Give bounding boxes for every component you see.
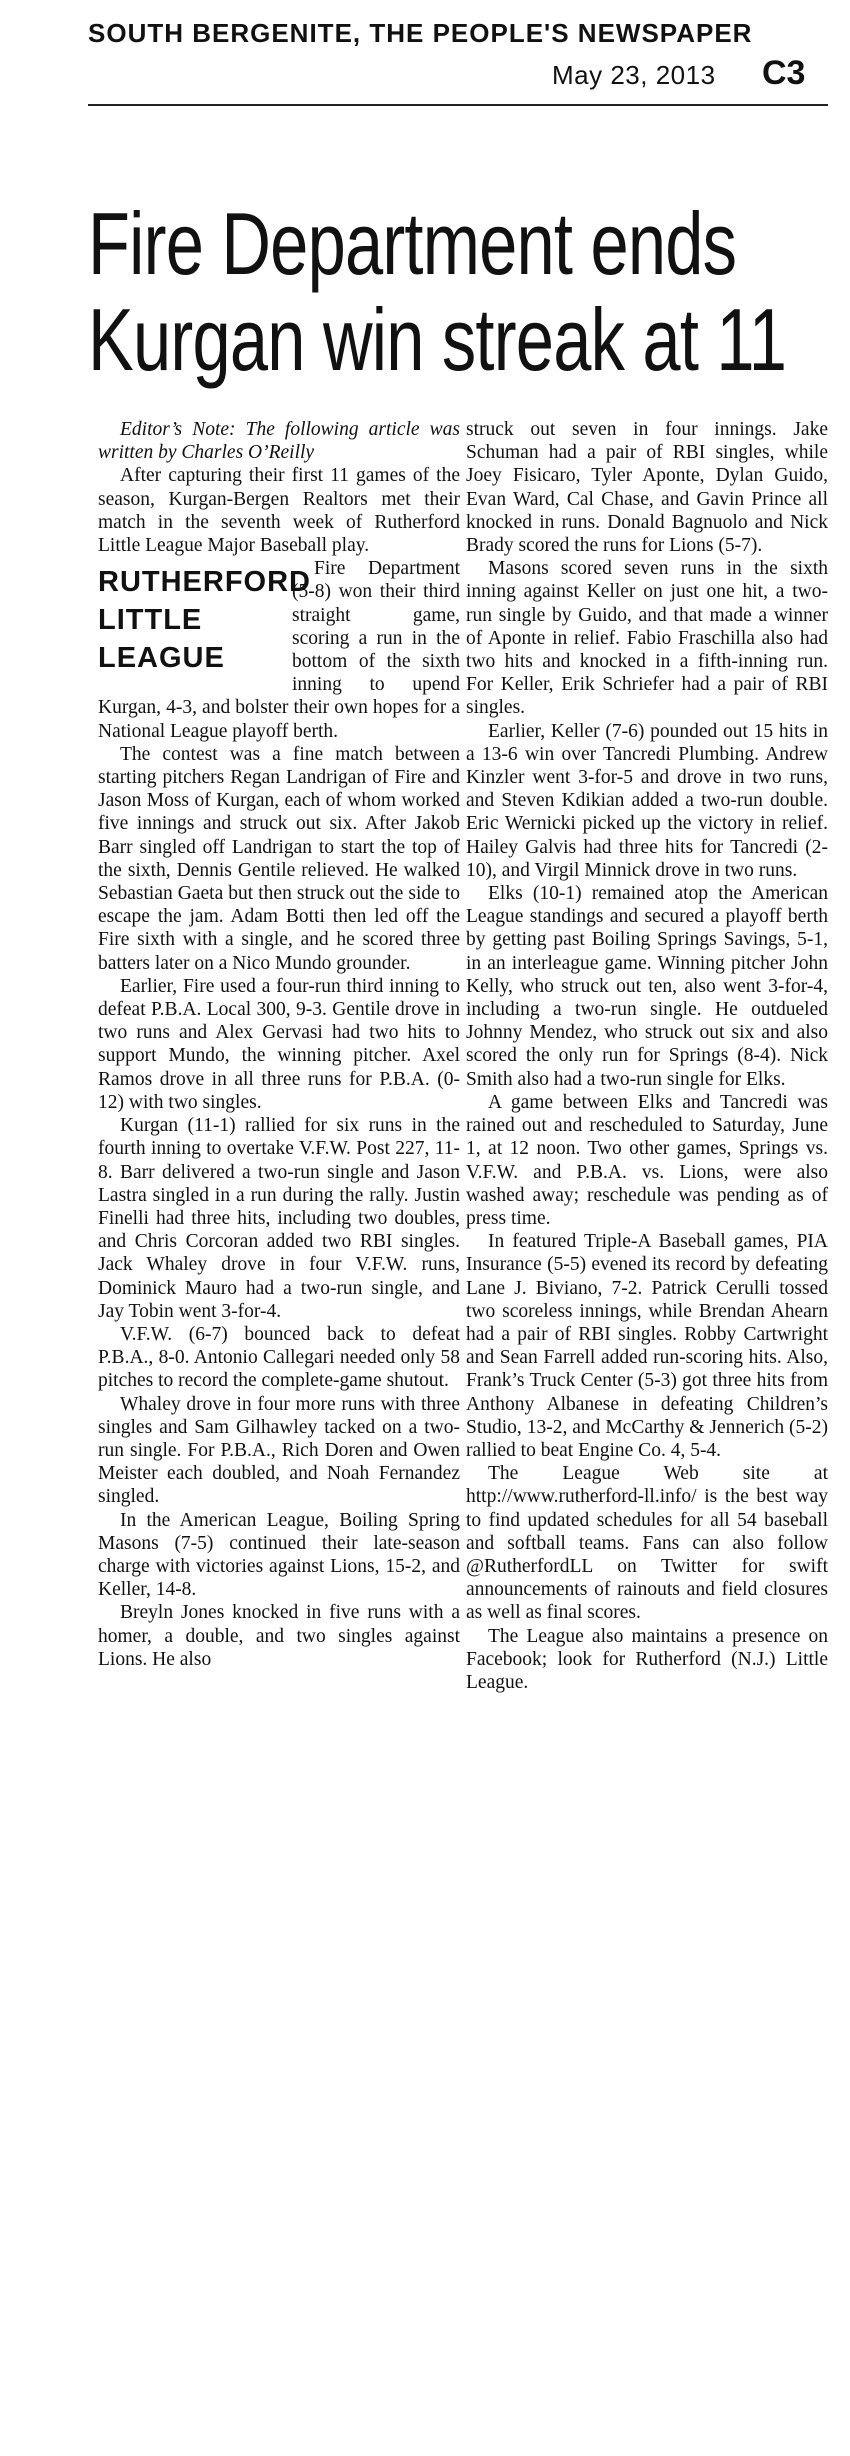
paragraph: Kurgan (11-1) rallied for six runs in the fourth inning to overtake V.F.W. Post 227, 11-8. Barr delivered a two-run single and Jason Lastra singled in a run during the rally. Justin Finelli had three hits, including two doubles, and Chris Corcoran added two RBI singles. Jack Whaley drove in four V.F.W. runs, Dominick Mauro had a two-run single, and Jay Tobin went 3-for-4. (98, 1115, 460, 1322)
paragraph: In the American League, Boiling Spring Masons (7-5) continued their late-season charge with victories against Lions, 15-2, and Keller, 14-8. (98, 1509, 460, 1601)
paragraph: After capturing their first 11 games of the season, Kurgan-Bergen Realtors met their match in the seventh week of Rutherford Little League Major Baseball play. (98, 465, 460, 557)
paragraph: The League also maintains a presence on Facebook; look for Rutherford (N.J.) Little League. (466, 1625, 828, 1693)
section-label-line-1: RUTHERFORD (98, 566, 311, 599)
paragraph: The League Web site at http://www.rutherford-ll.info/ is the best way to find updated schedules for all 54 baseball and softball teams. Fans can also follow @RutherfordLL on Twitter for swift announcements of rainouts and field closures as well as final scores. (466, 1463, 828, 1624)
article-column-left (98, 418, 460, 1671)
paragraph: Earlier, Keller (7-6) pounded out 15 hits in a 13-6 win over Tancredi Plumbing. Andrew Kinzler went 3-for-5 and drove in two runs, and Steven Kdikian added a two-run double. Eric Wernicki picked up the victory in relief. Hailey Galvis had three hits for Tancredi (2-10), and Virgil Minnick drove in two runs. (466, 720, 828, 881)
issue-date: May 23, 2013 (552, 60, 716, 90)
newspaper-name: SOUTH BERGENITE, THE PEOPLE'S NEWSPAPER (88, 18, 753, 48)
article-headline (88, 194, 787, 389)
paragraph: Fire Department (5-8) won their third straight game, scoring a run in the bottom of the sixth inning to upend Kurgan, 4-3, and bolster their own hopes for a National League playoff berth. (98, 558, 460, 742)
paragraph: In featured Triple-A Baseball games, PIA Insurance (5-5) evened its record by defeating Lane J. Biviano, 7-2. Patrick Cerulli tossed two scoreless innings, while Brendan Ahearn had a pair of RBI singles. Robby Cartwright and Sean Farrell added run-scoring hits. Also, Frank’s Truck Center (5-3) got three hits from Anthony Albanese in defeating Children’s Studio, 13-2, and McCarthy & Jennerich (5-2) rallied to beat Engine Co. 4, 5-4. (466, 1231, 828, 1461)
paragraph: Breyln Jones knocked in five runs with a homer, a double, and two singles against Lions. He also (98, 1602, 460, 1670)
paragraph: The contest was a fine match between starting pitchers Regan Landrigan of Fire and Jason Moss of Kurgan, each of whom worked five innings and struck out six. After Jakob Barr singled off Landrigan to start the top of the sixth, Dennis Gentile relieved. He walked Sebastian Gaeta but then struck out the side to escape the jam. Adam Botti then led off the Fire sixth with a single, and he scored three batters later on a Nico Mundo grounder. (98, 743, 460, 974)
paragraph-continued: struck out seven in four innings. Jake Schuman had a pair of RBI singles, while Joey Fisicaro, Tyler Aponte, Dylan Guido, Evan Ward, Cal Chase, and Gavin Prince all knocked in runs. Donald Bagnuolo and Nick Brady scored the runs for Lions (5-7). (466, 419, 828, 557)
page-header (0, 0, 850, 110)
paragraph: V.F.W. (6-7) bounced back to defeat P.B.A., 8-0. Antonio Callegari needed only 58 pitches to record the complete-game shutout. (98, 1323, 460, 1392)
header-rule (88, 104, 828, 106)
headline-line-1: Fire Department ends (88, 194, 737, 293)
paragraph: Elks (10-1) remained atop the American League standings and secured a playoff berth by getting past Boiling Springs Savings, 5-1, in an interleague game. Winning pitcher John Kelly, who struck out ten, also went 3-for-4, including a two-run single. He outdueled Johnny Mendez, who struck out six and also scored the only run for Springs (8-4). Nick Smith also had a two-run single for Elks. (466, 883, 828, 1090)
headline-line-2: Kurgan win streak at 11 (88, 290, 787, 389)
paragraph: Earlier, Fire used a four-run third inning to defeat P.B.A. Local 300, 9-3. Gentile drove in two runs and Alex Gervasi had two hits to support Mundo, the winning pitcher. Axel Ramos drove in all three runs for P.B.A. (0-12) with two singles. (98, 975, 460, 1113)
section-label (98, 563, 311, 677)
paragraph: Whaley drove in four more runs with three singles and Sam Gilhawley tacked on a two-run single. For P.B.A., Rich Doren and Owen Meister each doubled, and Noah Fernandez singled. (98, 1393, 460, 1508)
paragraph: Masons scored seven runs in the sixth inning against Keller on just one hit, a two-run single by Guido, and that made a winner of Aponte in relief. Fabio Fraschilla also had two hits and knocked in a fifth-inning run. For Keller, Erik Schriefer had a pair of RBI singles. (466, 558, 828, 719)
page-number: C3 (762, 54, 806, 92)
editors-note: Editor’s Note: The following article was written by Charles O’Reilly (98, 419, 460, 464)
section-label-line-2: LITTLE LEAGUE (98, 604, 225, 675)
paragraph: A game between Elks and Tancredi was rained out and rescheduled to Saturday, June 1, at 12 noon. Two other games, Springs vs. V.F.W. and P.B.A. vs. Lions, were also washed away; reschedule was pending as of press time. (466, 1091, 828, 1229)
article-column-right (466, 418, 828, 1694)
